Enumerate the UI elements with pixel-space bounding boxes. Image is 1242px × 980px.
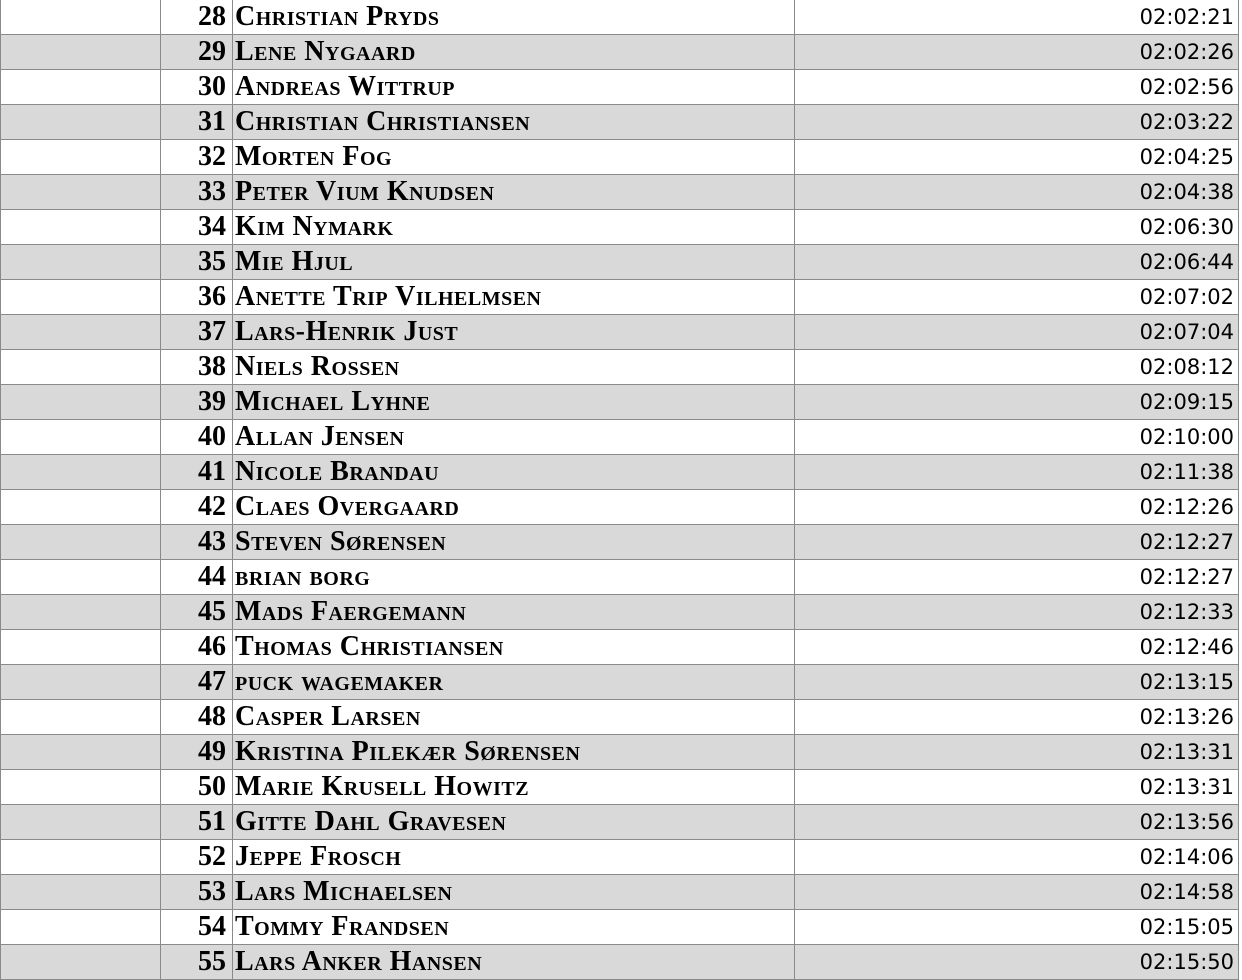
time-cell: 02:11:38 xyxy=(795,455,1239,490)
blank-cell xyxy=(1,875,161,910)
place-cell: 39 xyxy=(161,385,233,420)
place-cell: 55 xyxy=(161,945,233,980)
name-cell: Claes Overgaard xyxy=(233,490,795,525)
table-row xyxy=(1,665,1239,700)
time-cell: 02:15:05 xyxy=(795,910,1239,945)
blank-cell xyxy=(1,665,161,700)
place-cell: 44 xyxy=(161,560,233,595)
name-cell: Casper Larsen xyxy=(233,700,795,735)
table-row xyxy=(1,0,1239,35)
place-cell: 48 xyxy=(161,700,233,735)
table-row xyxy=(1,945,1239,980)
name-cell: Lars Michaelsen xyxy=(233,875,795,910)
time-cell: 02:14:06 xyxy=(795,840,1239,875)
name-cell: Nicole Brandau xyxy=(233,455,795,490)
name-cell: Peter Vium Knudsen xyxy=(233,175,795,210)
place-cell: 47 xyxy=(161,665,233,700)
time-cell: 02:15:50 xyxy=(795,945,1239,980)
name-cell: Kim Nymark xyxy=(233,210,795,245)
table-row xyxy=(1,350,1239,385)
table-row xyxy=(1,70,1239,105)
table-row xyxy=(1,210,1239,245)
blank-cell xyxy=(1,70,161,105)
name-cell: Morten Fog xyxy=(233,140,795,175)
time-cell: 02:12:46 xyxy=(795,630,1239,665)
blank-cell xyxy=(1,455,161,490)
time-cell: 02:02:21 xyxy=(795,0,1239,35)
table-row xyxy=(1,525,1239,560)
table-row xyxy=(1,35,1239,70)
name-cell: Lene Nygaard xyxy=(233,35,795,70)
time-cell: 02:02:26 xyxy=(795,35,1239,70)
time-cell: 02:07:04 xyxy=(795,315,1239,350)
table-row xyxy=(1,105,1239,140)
place-cell: 40 xyxy=(161,420,233,455)
table-row xyxy=(1,490,1239,525)
time-cell: 02:08:12 xyxy=(795,350,1239,385)
place-cell: 49 xyxy=(161,735,233,770)
blank-cell xyxy=(1,280,161,315)
name-cell: Lars-Henrik Just xyxy=(233,315,795,350)
table-row xyxy=(1,245,1239,280)
name-cell: Christian Christiansen xyxy=(233,105,795,140)
place-cell: 34 xyxy=(161,210,233,245)
place-cell: 43 xyxy=(161,525,233,560)
table-row xyxy=(1,770,1239,805)
place-cell: 29 xyxy=(161,35,233,70)
blank-cell xyxy=(1,350,161,385)
place-cell: 28 xyxy=(161,0,233,35)
blank-cell xyxy=(1,910,161,945)
name-cell: puck wagemaker xyxy=(233,665,795,700)
time-cell: 02:12:26 xyxy=(795,490,1239,525)
time-cell: 02:07:02 xyxy=(795,280,1239,315)
blank-cell xyxy=(1,770,161,805)
blank-cell xyxy=(1,210,161,245)
time-cell: 02:14:58 xyxy=(795,875,1239,910)
name-cell: Jeppe Frosch xyxy=(233,840,795,875)
time-cell: 02:13:15 xyxy=(795,665,1239,700)
blank-cell xyxy=(1,595,161,630)
place-cell: 52 xyxy=(161,840,233,875)
place-cell: 41 xyxy=(161,455,233,490)
blank-cell xyxy=(1,735,161,770)
place-cell: 31 xyxy=(161,105,233,140)
table-row xyxy=(1,875,1239,910)
time-cell: 02:13:31 xyxy=(795,735,1239,770)
table-row xyxy=(1,595,1239,630)
name-cell: Marie Krusell Howitz xyxy=(233,770,795,805)
name-cell: Mads Faergemann xyxy=(233,595,795,630)
name-cell: Anette Trip Vilhelmsen xyxy=(233,280,795,315)
table-row xyxy=(1,805,1239,840)
name-cell: Michael Lyhne xyxy=(233,385,795,420)
name-cell: Steven Sørensen xyxy=(233,525,795,560)
place-cell: 54 xyxy=(161,910,233,945)
time-cell: 02:10:00 xyxy=(795,420,1239,455)
blank-cell xyxy=(1,0,161,35)
blank-cell xyxy=(1,35,161,70)
name-cell: Allan Jensen xyxy=(233,420,795,455)
place-cell: 30 xyxy=(161,70,233,105)
blank-cell xyxy=(1,840,161,875)
table-row xyxy=(1,560,1239,595)
blank-cell xyxy=(1,490,161,525)
name-cell: Mie Hjul xyxy=(233,245,795,280)
place-cell: 51 xyxy=(161,805,233,840)
table-row xyxy=(1,175,1239,210)
time-cell: 02:13:56 xyxy=(795,805,1239,840)
time-cell: 02:06:30 xyxy=(795,210,1239,245)
time-cell: 02:03:22 xyxy=(795,105,1239,140)
blank-cell xyxy=(1,140,161,175)
place-cell: 32 xyxy=(161,140,233,175)
blank-cell xyxy=(1,175,161,210)
blank-cell xyxy=(1,700,161,735)
table-row xyxy=(1,455,1239,490)
name-cell: Kristina Pilekær Sørensen xyxy=(233,735,795,770)
table-row xyxy=(1,735,1239,770)
time-cell: 02:02:56 xyxy=(795,70,1239,105)
table-row xyxy=(1,315,1239,350)
place-cell: 37 xyxy=(161,315,233,350)
table-row xyxy=(1,700,1239,735)
place-cell: 35 xyxy=(161,245,233,280)
name-cell: Andreas Wittrup xyxy=(233,70,795,105)
time-cell: 02:12:33 xyxy=(795,595,1239,630)
time-cell: 02:13:31 xyxy=(795,770,1239,805)
name-cell: Christian Pryds xyxy=(233,0,795,35)
place-cell: 42 xyxy=(161,490,233,525)
table-row xyxy=(1,140,1239,175)
place-cell: 46 xyxy=(161,630,233,665)
time-cell: 02:13:26 xyxy=(795,700,1239,735)
place-cell: 53 xyxy=(161,875,233,910)
time-cell: 02:09:15 xyxy=(795,385,1239,420)
results-body xyxy=(1,0,1239,980)
blank-cell xyxy=(1,560,161,595)
place-cell: 45 xyxy=(161,595,233,630)
table-row xyxy=(1,385,1239,420)
blank-cell xyxy=(1,630,161,665)
blank-cell xyxy=(1,420,161,455)
time-cell: 02:12:27 xyxy=(795,525,1239,560)
blank-cell xyxy=(1,945,161,980)
blank-cell xyxy=(1,315,161,350)
place-cell: 50 xyxy=(161,770,233,805)
name-cell: Niels Rossen xyxy=(233,350,795,385)
blank-cell xyxy=(1,105,161,140)
place-cell: 36 xyxy=(161,280,233,315)
time-cell: 02:04:38 xyxy=(795,175,1239,210)
table-row xyxy=(1,280,1239,315)
place-cell: 38 xyxy=(161,350,233,385)
table-row xyxy=(1,420,1239,455)
table-row xyxy=(1,910,1239,945)
table-row xyxy=(1,840,1239,875)
name-cell: brian borg xyxy=(233,560,795,595)
blank-cell xyxy=(1,525,161,560)
place-cell: 33 xyxy=(161,175,233,210)
name-cell: Lars Anker Hansen xyxy=(233,945,795,980)
time-cell: 02:06:44 xyxy=(795,245,1239,280)
table-row xyxy=(1,630,1239,665)
name-cell: Thomas Christiansen xyxy=(233,630,795,665)
name-cell: Tommy Frandsen xyxy=(233,910,795,945)
name-cell: Gitte Dahl Gravesen xyxy=(233,805,795,840)
blank-cell xyxy=(1,805,161,840)
time-cell: 02:04:25 xyxy=(795,140,1239,175)
blank-cell xyxy=(1,385,161,420)
time-cell: 02:12:27 xyxy=(795,560,1239,595)
blank-cell xyxy=(1,245,161,280)
